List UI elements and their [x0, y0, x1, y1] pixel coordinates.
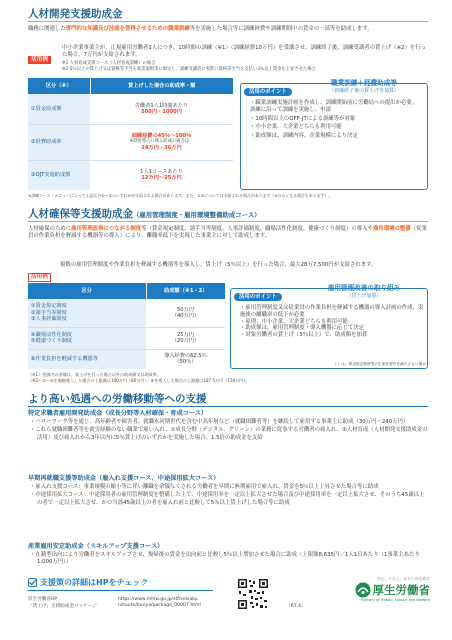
sec1-point-tag: 活用のポイント: [244, 78, 292, 97]
sec1-row2-value: 訓練経費の45％～100％ ※制度導入に係る助成の場合は、 24万円・36万円: [129, 133, 194, 151]
sec3-sub2-list: [30, 484, 428, 507]
sec1-lead-pre: 職務に関連した: [28, 26, 66, 32]
sec1-rule: [28, 21, 428, 22]
table-row: [28, 124, 233, 160]
sec2-table-col2: 助成額（※1・2）: [146, 283, 225, 299]
sec3-sub2: 早期再就職支援等助成金（雇入れ支援コース、中途採用拡大コース）: [28, 475, 220, 482]
table-row: [28, 327, 225, 349]
sec1-lead-post: 等を実施した場合等に訓練経費や訓練期間中の賃金の一部等を助成します。: [189, 26, 373, 32]
footer-url[interactable]: https://www.mhlw.go.jp/stf/seisaku nitsuite/bunya/package_00007.html: [118, 597, 201, 608]
sec1-table: [28, 78, 233, 190]
list-item: ・助成額は、雇用管理制度・導入機器に応じて決定: [240, 325, 365, 332]
mhlw-logo: ひと、くらし、みらいのために 厚生労働省 Ministry of Health, Labour and Welfare: [330, 576, 430, 612]
sec1-note2: ※2 5％以上の賃上げ又は資格等手当を就業規則等に規定し、訓練受講者に実際に資格等手当を支払い3％以上賃金を上昇させた場合: [62, 67, 316, 72]
sec2-row3-label: ⑥作業負担を軽減する機器等: [28, 349, 146, 369]
sec2-point-note: （ ）は、賃金規定制度等の生産性要件を満たさない場合: [332, 362, 426, 366]
sec1-table-col2: 賃上げした場合の助成率・額: [90, 78, 233, 94]
sec2-rule: [28, 221, 428, 222]
list-item: ・雇用管理制度又は従業員の作業負担を軽減する機器の導入計画の作成、実施後の離職率の低下が必要: [240, 305, 424, 318]
sec2-point-list: [240, 305, 424, 339]
sec2-note1: （※1）括弧内の金額は、賃上げを行った場合以外の助成額又は助成率。: [28, 372, 161, 377]
sec2-point-title: 雇用管理改善の取り組み: [327, 284, 401, 292]
sec1-point-title: 職業訓練＋経費助成等: [331, 79, 397, 87]
sec2-table: [28, 283, 225, 369]
qr-code[interactable]: [237, 578, 269, 610]
footer-date: （R7.4）: [286, 604, 306, 609]
sec1-example-text: 中小企業事業主が、正規雇用労働者1人につき、10時間の訓練（※1）（訓練経費10万円）を受講させ、訓練終了後、訓練受講者の賃上げ（※2）を行った場合、7万円が支給されます。: [62, 45, 427, 59]
sec2-lead: 人材確保のために雇用管理改善につながる制度等（賃金規定制度、諸手当等制度、人事評価制度、職場活性化制度、健康づくり制度）の導入や雇用環境の整備（従業員の作業負担を軽減する機器等の導入）により、離職率低下を実現した事業主に対して助成します。: [28, 226, 427, 240]
footer-site-label1: 厚生労働省HP: [28, 597, 58, 602]
table-row: [28, 160, 233, 190]
sec2-point-tag: 活用のポイント: [234, 283, 282, 302]
list-item: ・助成額は、訓練内容、企業規模により決定: [250, 132, 358, 139]
sec2-row2-labels: ④職場活性化制度 ⑤健康づくり制度: [28, 327, 146, 349]
sec2-table-col1: 区分: [28, 283, 146, 299]
footer-banner: 支援策の詳細はHPをチェック: [28, 577, 148, 588]
check-icon: [28, 578, 37, 587]
table-row: [28, 299, 225, 327]
list-item: ・原則、中小企業、大企業どちらも利用可能: [240, 318, 348, 325]
list-item: ・10時間以上のOFF-JTによる訓練等が対象: [250, 115, 356, 122]
sec1-lead: [28, 26, 428, 33]
list-item: ・ハローワーク等を通じ、高年齢者や障害者、就職氷河期世代を含む中高年層など（就職困難者等）を継続して雇用する事業主に助成（30万円～240万円）: [30, 419, 409, 425]
sec3-sub1-list: [30, 419, 428, 442]
sec1-row1-label: ①賃金助成額: [28, 94, 90, 124]
sec2-row1-labels: ①賃金規定制度 ②諸手当等制度 ③人事評価制度: [28, 299, 146, 327]
list-item: ・雇入れ支援コース：事業規模の縮小等に伴い離職を余儀なくされる労働者を早期に無期雇用で雇入れ、賃金を5％以上上昇させた場合等に助成: [30, 484, 379, 490]
sec2-row1-amount: 50万円 （40万円）: [171, 306, 200, 319]
sec1-point-subtitle: （訓練終了後の賃上げ等加算）: [328, 88, 399, 94]
sec2-title: 人材確保等支援助成金（雇用管理制度・雇用環境整備助成コース）: [28, 208, 261, 220]
sec1-row3-value: 1人1コースあたり 12万円～25万円: [140, 169, 183, 182]
list-item: ・これら就職困難者等を就労経験のない職業で雇い入れ、①成長分野（デジタル、グリーン）の業務に従事する労働者の雇入れ、②人材育成（人材開発支援助成金の活用）及び雇入れから3年以内に5％賃上げのいずれかを実施した場合、1.5倍の助成金を支給: [30, 427, 428, 441]
sec3-sub1: 特定求職者雇用開発助成金（成長分野等人材確保・育成コース）: [28, 410, 208, 417]
sec3-sub3: 産業雇用安定助成金（スキルアップ支援コース）: [28, 543, 164, 550]
footer-site-label2: 「賃上げ」支援助成金パッケージ: [28, 604, 97, 609]
sec1-example-tag: 活用例: [28, 46, 51, 65]
list-item: ・対象労働者の賃上げ（5％以上）で、助成額を加算: [240, 332, 368, 339]
sec3-title: より高い処遇への労働移動等への支援: [28, 393, 207, 405]
table-row: [28, 94, 233, 124]
list-item: ・中小企業、大企業どちらも利用可能: [250, 124, 342, 131]
table-row: [28, 349, 225, 369]
sec1-row3-label: ③OJT実施助成額: [28, 160, 90, 190]
list-item: ・職業訓練実施計画を作成し、訓練開始前に労働局への提出が必要。訓練に沿って訓練を実施し、申請: [250, 100, 418, 114]
list-item: ・在籍型出向により労働者をスキルアップさせ、復帰後の賃金を出向前と比較し5％以上増加させた場合に助成（上限額8,635円／1人1日あたり（1事業主あたり1,000万円））: [30, 552, 420, 566]
sec3-rule: [28, 406, 428, 407]
sec1-point-list: [250, 100, 422, 140]
sec2-point-subtitle: （賃上げ加算）: [346, 293, 382, 299]
sec1-note1: ※1 人材育成支援コース（人材育成訓練）の場合: [62, 61, 156, 66]
sec2-example-tag: 活用例: [28, 263, 51, 282]
list-item: ・中途採用拡大コース：中途採用者の雇用管理制度を整備した上で、中途採用率を一定以上拡大させた場合及び中途採用率を一定以上拡大させ、そのうち45歳以上の者で一定以上拡大させ、かつ当該45歳以上の者を雇入れ前と比較して5％以上賃上げした場合等に助成: [30, 492, 425, 506]
sec1-footnote: ※訓練コース・メニューによって上記区分①～③のいずれかが支給される場合があります。また、①③については支給される場合があります（③のみとなる場合もあります）。: [28, 193, 333, 198]
sec2-note2: （※2）①～⑤を複数導入した場合の上限額は100万円（80万円）。⑥を導入した場合の上限額は187.5万円（150万円）。: [28, 378, 250, 383]
sec2-example-text: 複数の雇用管理制度や作業負担を軽減する機器等を導入し、賃上げ（5％以上）を行った場合、最大28万7,500円が支給されます。: [60, 262, 377, 268]
sec3-sub3-list: [30, 552, 428, 567]
sec1-row2-label: ②経費助成率: [28, 124, 90, 160]
mhlw-mark-icon: [355, 582, 371, 598]
sec2-row3-amount: 導入経費の62.5％ （50％）: [164, 353, 207, 366]
sec1-title: 人材開発支援助成金: [28, 8, 123, 20]
sec1-row1-value: 労働者1人1時間あたり 500円・1000円: [134, 102, 189, 115]
sec1-lead-em: 専門的な知識及び技能を習得させるための職業訓練: [65, 26, 190, 32]
sec1-table-col1: 区分（※）: [28, 78, 90, 94]
footer-banner-rule: [28, 590, 213, 591]
sec2-row2-amount: 25万円 （20万円）: [171, 331, 200, 344]
